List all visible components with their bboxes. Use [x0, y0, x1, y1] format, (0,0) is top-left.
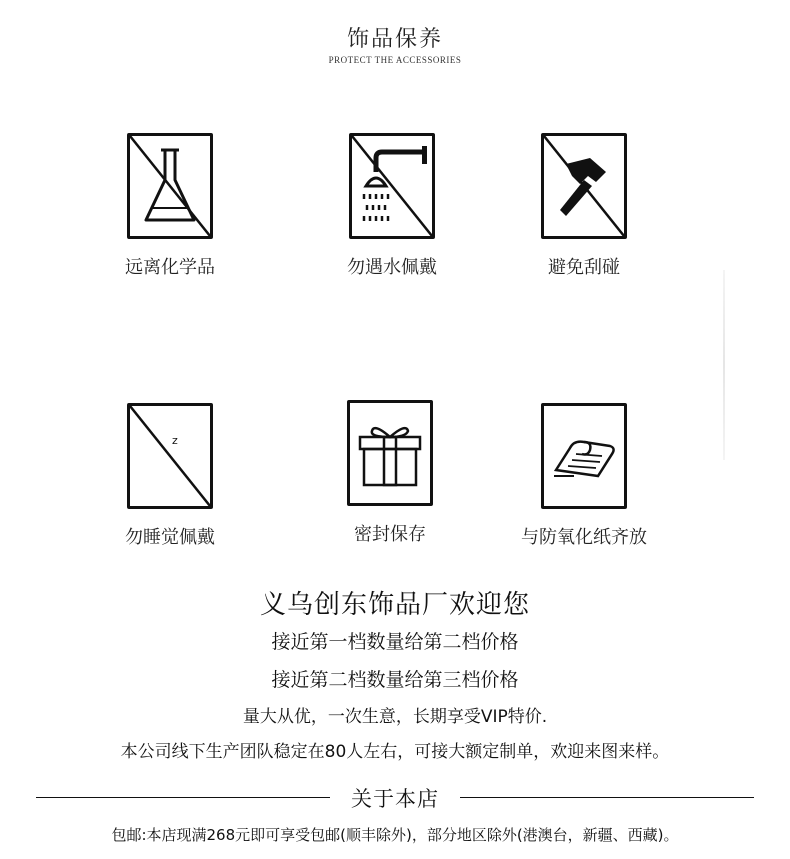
care-item-chemicals [70, 133, 270, 279]
care-item-seal [290, 400, 490, 546]
pricing-line: 接近第二档数量给第三档价格 [271, 669, 519, 691]
page-title: 饰品保养 [346, 27, 443, 52]
care-label: 密封保存 [354, 524, 426, 545]
sleep-moon-icon [127, 403, 213, 509]
divider-right [460, 797, 754, 798]
paper-roll-icon [541, 403, 627, 509]
care-label: 避免刮碰 [548, 257, 620, 278]
shipping-note: 包邮:本店现满268元即可享受包邮(顺丰除外)，部分地区除外(港澳台，新疆、西藏)。 [111, 826, 679, 844]
sleep-z-text: z [172, 434, 178, 447]
care-item-scratch [484, 133, 684, 279]
about-title: 关于本店 [351, 787, 439, 811]
chemical-flask-icon [127, 133, 213, 239]
hammer-icon [541, 133, 627, 239]
pricing-line: 接近第一档数量给第二档价格 [271, 631, 519, 653]
vip-line: 量大从优，一次生意，长期享受VIP特价. [242, 707, 548, 727]
shower-icon [349, 133, 435, 239]
care-item-paper [484, 403, 684, 549]
care-label: 勿睡觉佩戴 [125, 527, 215, 548]
company-line: 本公司线下生产团队稳定在80人左右，可接大额定制单，欢迎来图来样。 [120, 742, 670, 762]
page-subtitle: PROTECT THE ACCESSORIES [328, 55, 462, 65]
about-section-header [36, 783, 754, 813]
edge-mark [723, 270, 725, 460]
welcome-heading: 义乌创东饰品厂欢迎您 [259, 590, 530, 620]
care-item-water [292, 133, 492, 279]
care-label: 远离化学品 [125, 257, 215, 278]
gift-box-icon [347, 400, 433, 506]
care-item-sleep [70, 403, 270, 549]
care-label: 勿遇水佩戴 [347, 257, 437, 278]
care-label: 与防氧化纸齐放 [521, 527, 647, 548]
